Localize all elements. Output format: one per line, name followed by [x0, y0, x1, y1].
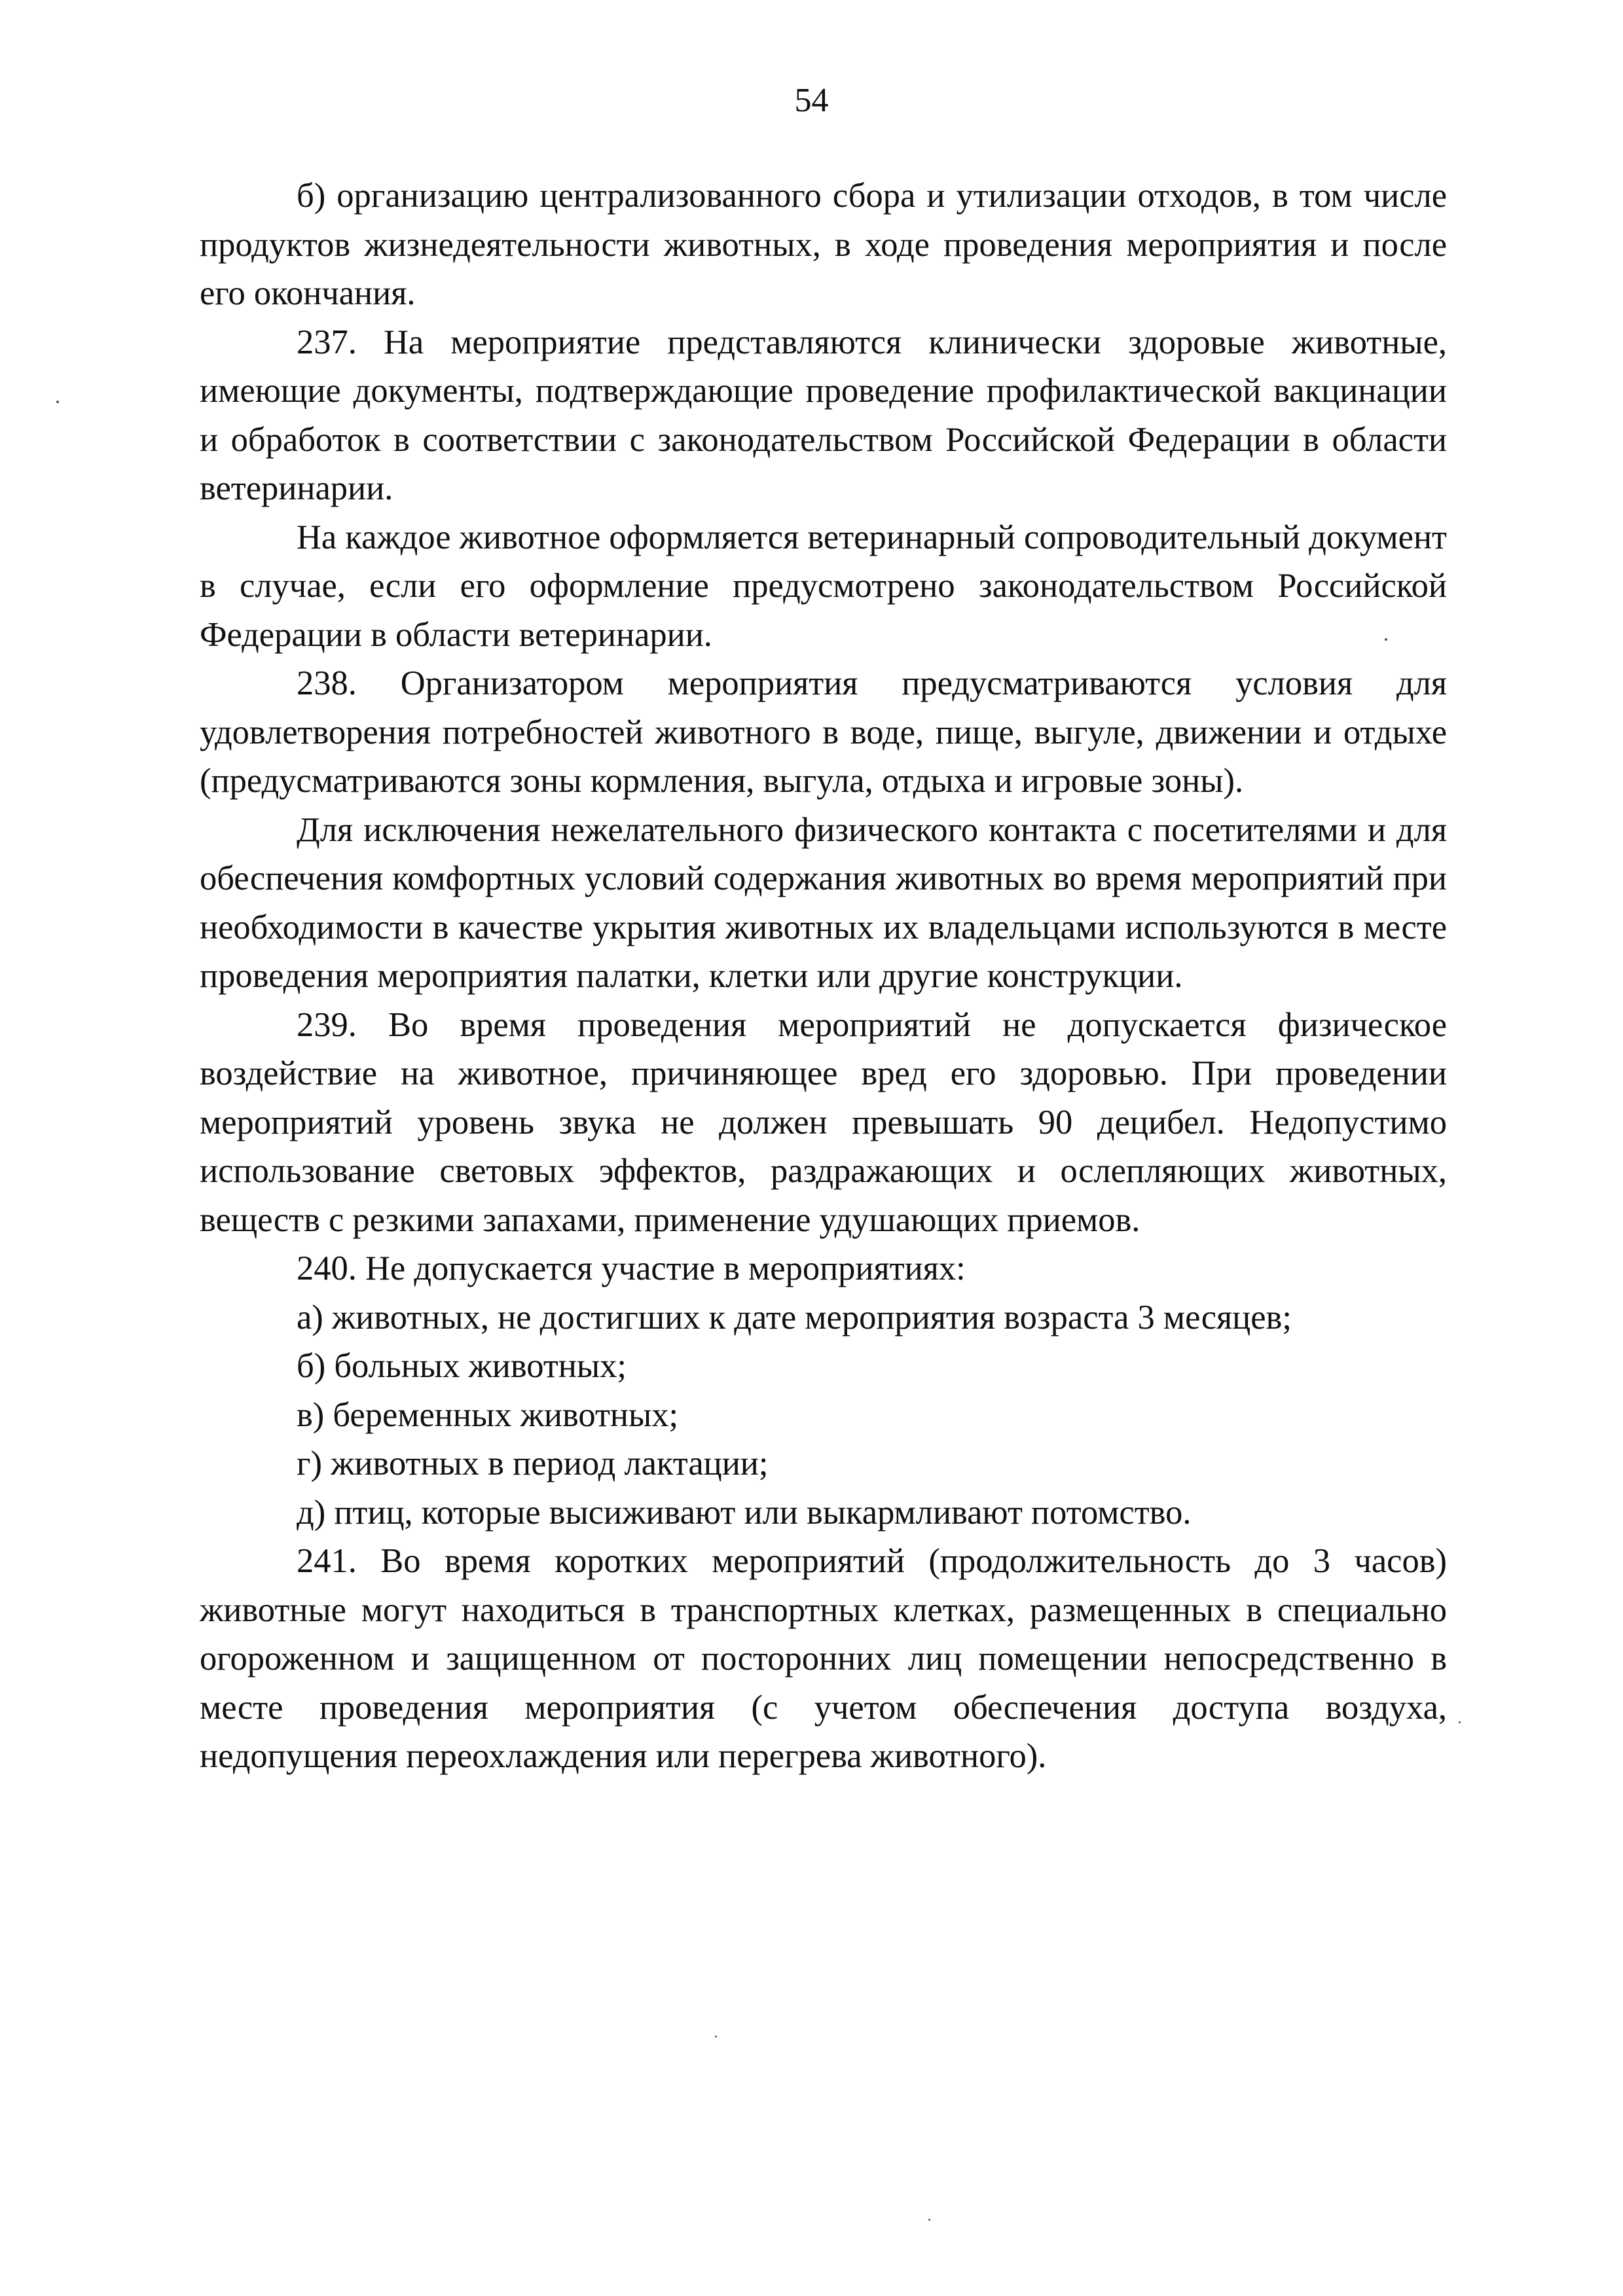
- paragraph-239: 239. Во время проведения мероприятий не допускается физическое воздействие на животное, причиняющее вред его здоровью. При проведении мероприятий уровень звука не должен превышать 90 децибел. Недопустимо использование световых эффектов, раздражающих и ослепляющих животных, веществ с резкими запахами, применение удушающих приемов.: [200, 1005, 1447, 1239]
- scan-speck: [928, 2219, 930, 2221]
- scan-speck: [715, 2036, 717, 2037]
- page-number: 54: [794, 82, 829, 119]
- scan-speck: [1459, 1721, 1461, 1723]
- paragraph-waste-collection: б) организацию централизованного сбора и утилизации отходов, в том числе продуктов жизнедеятельности животных, в ходе проведения мероприятия и после его окончания.: [200, 177, 1447, 312]
- list-item-v: в) беременных животных;: [297, 1395, 679, 1434]
- paragraph-vet-document: На каждое животное оформляется ветеринарный сопроводительный документ в случае, если его оформление предусмотрено законодательством Российской Федерации в области ветеринарии.: [200, 518, 1447, 654]
- paragraph-contact-exclusion: Для исключения нежелательного физического контакта с посетителями и для обеспечения комфортных условий содержания животных во время мероприятий при необходимости в качестве укрытия животных их владельцами используются в месте проведения мероприятия палатки, клетки или другие конструкции.: [200, 810, 1447, 995]
- document-body: [200, 171, 1447, 1781]
- list-item-g: г) животных в период лактации;: [297, 1444, 769, 1482]
- paragraph-241: 241. Во время коротких мероприятий (продолжительность до 3 часов) животные могут находиться в транспортных клетках, размещенных в специально огороженном и защищенном от посторонних лиц помещении непосредственно в месте проведения мероприятия (с учетом обеспечения доступа воздуха, недопущения переохлаждения или перегрева животного).: [200, 1542, 1447, 1775]
- list-item-b: б) больных животных;: [297, 1347, 627, 1385]
- list-item-d: д) птиц, которые высиживают или выкармливают потомство.: [297, 1493, 1192, 1532]
- paragraph-237: 237. На мероприятие представляются клинически здоровые животные, имеющие документы, подтверждающие проведение профилактической вакцинации и обработок в соответствии с законодательством Российской Федерации в области ветеринарии.: [200, 323, 1447, 507]
- paragraph-238: 238. Организатором мероприятия предусматриваются условия для удовлетворения потребностей животного в воде, пище, выгуле, движении и отдыхе (предусматриваются зоны кормления, выгула, отдыха и игровые зоны).: [200, 664, 1447, 800]
- scan-speck: [1385, 638, 1387, 641]
- list-item-a: а) животных, не достигших к дате мероприятия возраста 3 месяцев;: [297, 1298, 1292, 1336]
- scan-speck: [56, 401, 59, 403]
- paragraph-240: 240. Не допускается участие в мероприятиях:: [297, 1249, 966, 1287]
